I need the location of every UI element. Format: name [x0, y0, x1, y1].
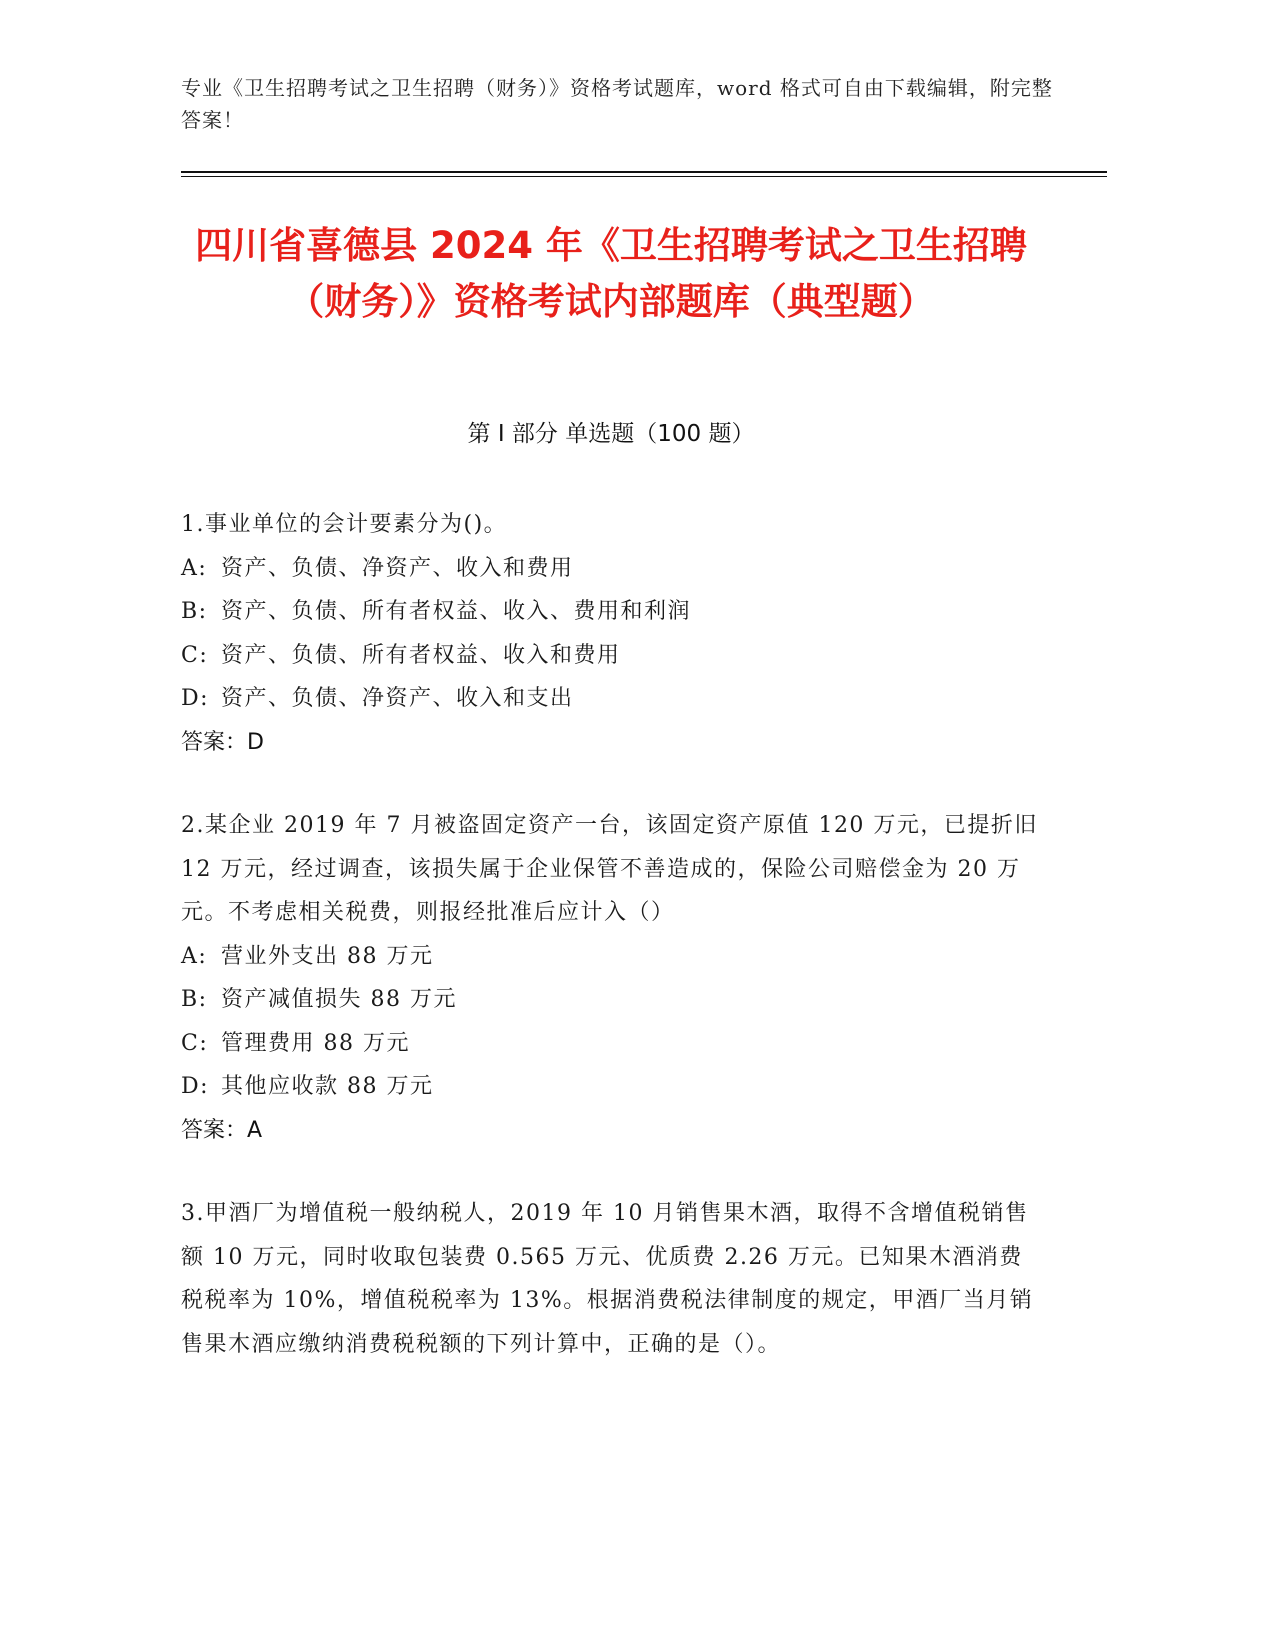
option-b	[181, 590, 1041, 634]
header-note: 专业《卫生招聘考试之卫生招聘（财务）》资格考试题库，word 格式可自由下载编辑，附完整答案！	[181, 76, 1053, 132]
option-text: 资产、负债、所有者权益、收入、费用和利润	[221, 599, 692, 624]
question-text: 3.甲酒厂为增值税一般纳税人，2019 年 10 月销售果木酒，取得不含增值税销售额 10 万元，同时收取包装费 0.565 万元、优质费 2.26 万元。已知果木酒消费税税率为 10%，增值税税率为 13%。根据消费税法律制度的规定，甲酒厂当月销售果木酒应缴纳消费税税额的下列计算中，正确的是（）。	[181, 1201, 1034, 1357]
answer: 答案：D	[181, 729, 264, 755]
question-3	[181, 1192, 1041, 1366]
answer: 答案：A	[181, 1117, 263, 1143]
header-rule-thick	[181, 171, 1107, 173]
option-key: D:	[181, 1074, 210, 1099]
option-key: A:	[181, 943, 208, 969]
option-text: 营业外支出 88 万元	[221, 943, 434, 969]
option-a	[181, 935, 1041, 979]
question-2	[181, 804, 1041, 1152]
option-c	[181, 634, 1041, 678]
option-c	[181, 1022, 1041, 1066]
question-list	[181, 503, 1041, 1406]
option-text: 资产、负债、净资产、收入和支出	[221, 686, 574, 711]
option-key: C:	[181, 642, 209, 668]
option-key: B:	[181, 987, 208, 1012]
option-text: 资产减值损失 88 万元	[221, 987, 457, 1012]
option-key: A:	[181, 555, 208, 581]
option-d	[181, 1065, 1041, 1109]
option-text: 管理费用 88 万元	[221, 1030, 410, 1056]
option-key: B:	[181, 599, 208, 624]
question-text: 2.某企业 2019 年 7 月被盗固定资产一台，该固定资产原值 120 万元，已提折旧 12 万元，经过调查，该损失属于企业保管不善造成的，保险公司赔偿金为 20 万元。不考虑相关税费，则报经批准后应计入（）	[181, 813, 1038, 925]
section-title: 第 I 部分 单选题（100 题）	[467, 421, 755, 447]
question-1	[181, 503, 1041, 764]
option-b	[181, 978, 1041, 1022]
document-title: 四川省喜德县 2024 年《卫生招聘考试之卫生招聘（财务）》资格考试内部题库（典型题）	[195, 224, 1027, 323]
option-text: 资产、负债、所有者权益、收入和费用	[221, 642, 621, 668]
option-text: 其他应收款 88 万元	[221, 1074, 434, 1099]
option-text: 资产、负债、净资产、收入和费用	[221, 555, 574, 581]
option-key: C:	[181, 1030, 209, 1056]
option-d	[181, 677, 1041, 721]
question-text: 1.事业单位的会计要素分为()。	[181, 512, 508, 537]
option-key: D:	[181, 686, 210, 711]
header-rule-thin	[181, 176, 1107, 177]
option-a	[181, 547, 1041, 591]
